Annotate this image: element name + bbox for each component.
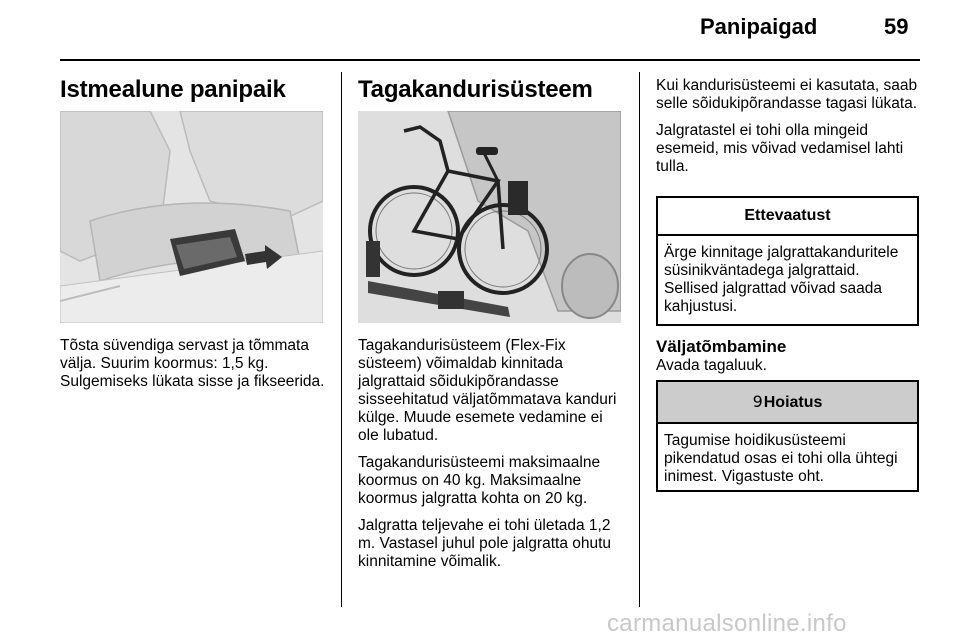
rear-carrier-drawing (358, 111, 621, 323)
caution-title: Ettevaatust (658, 198, 917, 236)
warning-text: Tagumise hoidikusüsteemi pikendatud osas ei tohi olla ühtegi inimest. Vigastuste oht. (664, 432, 898, 485)
middle-text-block (358, 337, 620, 580)
left-caption-block (60, 337, 325, 400)
right-text-block (656, 77, 924, 185)
seat-storage-drawing (60, 111, 323, 323)
middle-paragraph-3: Jalgratta teljevahe ei tohi ületada 1,2 m. Vastasel juhul pole jalgratta ohutu kinnitamine võimalik. (358, 517, 612, 570)
warning-title: Hoiatus (763, 394, 823, 411)
warning-box (656, 380, 919, 492)
left-heading: Istmealune panipaik (60, 76, 286, 103)
left-caption: Tõsta süvendiga servast ja tõmmata välja. Suurim koormus: 1,5 kg. Sulgemiseks lükata sisse ja fikseerida. (60, 337, 325, 390)
column-divider-2 (639, 72, 640, 607)
column-divider-1 (341, 72, 342, 607)
right-paragraph-1: Kui kandurisüsteemi ei kasutata, saab selle sõidukipõrandasse tagasi lükata. (656, 77, 918, 112)
warning-triangle-icon: 9 (752, 392, 763, 411)
caution-text: Ärge kinnitage jalgrattakanduritele süsinikväntadega jalgrattaid. Sellised jalgrattad võivad saada kahjustusi. (664, 244, 899, 315)
extraction-subheading: Väljatõmbamine (656, 337, 787, 356)
rear-carrier-illustration (358, 111, 621, 323)
middle-heading: Tagakandurisüsteem (358, 76, 593, 103)
section-title: Panipaigad (700, 14, 818, 39)
watermark: carmanualsonline.info (607, 610, 847, 637)
extraction-text: Avada tagaluuk. (656, 357, 767, 374)
middle-paragraph-2: Tagakandurisüsteemi maksimaalne koormus on 40 kg. Maksimaalne koormus jalgratta kohta on 20 kg. (358, 454, 601, 507)
header-rule (60, 59, 920, 61)
warning-header (658, 382, 917, 424)
right-paragraph-2: Jalgratastel ei tohi olla mingeid esemeid, mis võivad vedamisel lahti tulla. (656, 122, 904, 175)
page-number: 59 (884, 14, 909, 39)
seat-storage-illustration (60, 111, 323, 323)
middle-paragraph-1: Tagakandurisüsteem (Flex-Fix süsteem) võimaldab kinnitada jalgrattaid sõidukipõrandasse sisseehitatud väljatõmmatava kanduri külge. Muude esemete vedamine ei ole lubatud. (358, 337, 617, 444)
caution-box (656, 196, 919, 326)
